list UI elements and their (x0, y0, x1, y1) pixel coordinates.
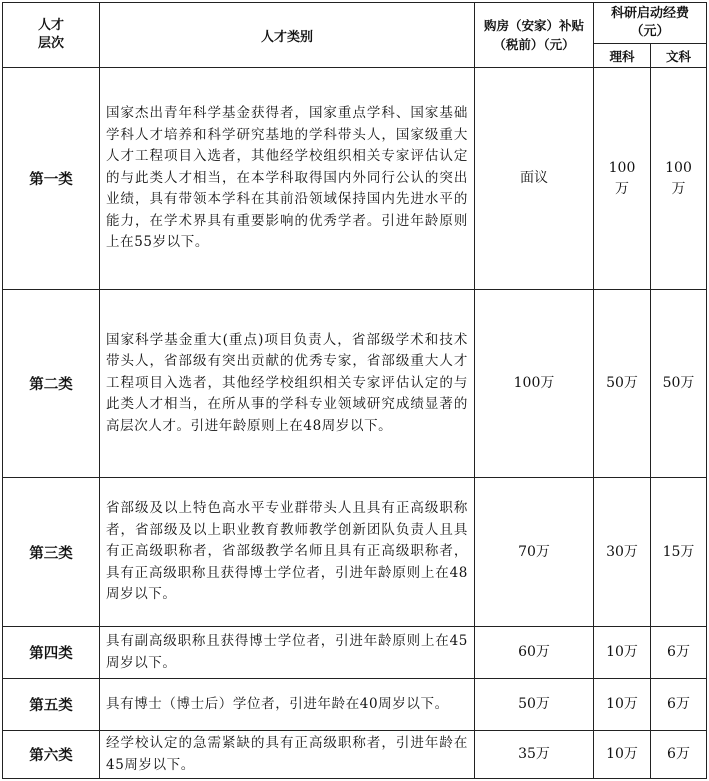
talent-table (2, 2, 707, 779)
row-science-fund: 50万 (594, 290, 651, 478)
row-description: 省部级及以上特色高水平专业群带头人且具有正高级职称者，省部级及以上职业教育教师教学创新团队负责人且具有正高级职称者，省部级教学名师且具有正高级职称者，具有正高级职称且获得博士学位者，引进年龄原则上在48周岁以下。 (100, 478, 475, 627)
header-level-line2: 层次 (37, 36, 64, 51)
row-level: 第二类 (3, 290, 100, 478)
row-description: 国家科学基金重大(重点)项目负责人，省部级学术和技术带头人，省部级有突出贡献的优秀专家，省部级重大人才工程项目入选者，其他经学校组织相关专家评估认定的与此类人才相当，在所从事的学科专业领域研究成绩显著的高层次人才。引进年龄原则上在48周岁以下。 (100, 290, 475, 478)
table-row (3, 627, 707, 679)
header-housing-line1: 购房（安家）补贴 (483, 18, 584, 33)
row-description: 具有副高级职称且获得博士学位者，引进年龄原则上在45周岁以下。 (100, 627, 475, 679)
row-arts-fund: 6万 (651, 731, 707, 779)
row-description: 国家杰出青年科学基金获得者，国家重点学科、国家基础学科人才培养和科学研究基地的学科带头人，国家级重大人才工程项目入选者，其他经学校组织相关专家评估认定的与此类人才相当，在本学科取得国内外同行公认的突出业绩，具有带领本学科在其前沿领域保持国内先进水平的能力，在学术界具有重要影响的优秀学者。引进年龄原则上在55岁以下。 (100, 68, 475, 290)
row-arts-fund (651, 68, 707, 290)
header-fund-line1: 科研启动经费 (611, 6, 690, 21)
table-row (3, 679, 707, 731)
row-housing: 70万 (475, 478, 594, 627)
row-arts-fund: 6万 (651, 627, 707, 679)
row-science-unit: 万 (615, 180, 629, 197)
header-science: 理科 (594, 44, 651, 68)
row-housing: 100万 (475, 290, 594, 478)
row-level: 第五类 (3, 679, 100, 731)
row-arts-fund: 15万 (651, 478, 707, 627)
row-science-fund: 10万 (594, 731, 651, 779)
row-arts-value: 100 (665, 159, 692, 176)
table-row (3, 290, 707, 478)
row-description: 具有博士（博士后）学位者，引进年龄在40周岁以下。 (100, 679, 475, 731)
header-row-1 (3, 3, 707, 44)
header-fund (594, 3, 707, 44)
row-level: 第六类 (3, 731, 100, 779)
row-housing: 面议 (475, 68, 594, 290)
header-fund-line2: （元） (630, 24, 670, 39)
row-arts-fund: 6万 (651, 679, 707, 731)
row-science-value: 100 (608, 159, 636, 176)
row-science-fund: 30万 (594, 478, 651, 627)
header-arts: 文科 (651, 44, 707, 68)
row-level: 第三类 (3, 478, 100, 627)
row-housing: 35万 (475, 731, 594, 779)
table-row (3, 478, 707, 627)
header-housing-line2: （税前）（元） (493, 37, 575, 52)
row-housing: 60万 (475, 627, 594, 679)
row-arts-fund: 50万 (651, 290, 707, 478)
header-level-line1: 人才 (37, 18, 64, 33)
header-level (3, 3, 100, 68)
table-row (3, 731, 707, 779)
header-category: 人才类别 (100, 3, 475, 68)
row-science-fund (594, 68, 651, 290)
row-science-fund: 10万 (594, 627, 651, 679)
table-row (3, 68, 707, 290)
row-arts-unit: 万 (671, 180, 686, 197)
row-housing: 50万 (475, 679, 594, 731)
row-science-fund: 10万 (594, 679, 651, 731)
header-housing (475, 3, 594, 68)
row-level: 第一类 (3, 68, 100, 290)
row-level: 第四类 (3, 627, 100, 679)
row-description: 经学校认定的急需紧缺的具有正高级职称者，引进年龄在45周岁以下。 (100, 731, 475, 779)
